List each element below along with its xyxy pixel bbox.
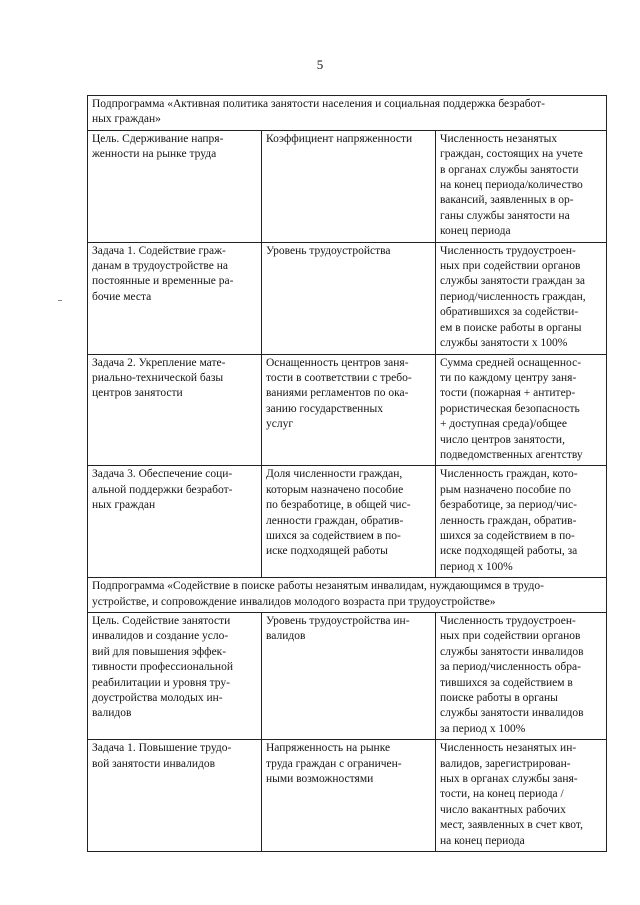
table-row xyxy=(88,466,607,578)
section-title-row xyxy=(88,96,607,131)
indicator-cell xyxy=(262,613,436,740)
cell-text-line: период/численность граждан, xyxy=(440,290,586,303)
cell-text-line: Цель. Сдерживание напря- xyxy=(92,132,224,145)
cell-text-line: обратившихся за содействи- xyxy=(440,306,579,319)
cell-text-line: подведомственных агентству xyxy=(440,448,583,461)
cell-text-line: Численность незанятых xyxy=(440,132,558,145)
cell-text-line: мест, заявленных в счет квот, xyxy=(440,819,583,832)
cell-text-line: иске подходящей работы, за xyxy=(440,545,578,558)
cell-text-line: ными возможностями xyxy=(266,773,374,786)
cell-text-line: ных в органах службы заня- xyxy=(440,773,578,786)
cell-text-line: службы занятости х 100% xyxy=(440,337,568,350)
cell-text-line: женности на рынке труда xyxy=(92,148,217,161)
cell-text-line: риально-технической базы xyxy=(92,371,224,384)
indicator-cell xyxy=(262,242,436,354)
cell-text-line: тости, на конец периода / xyxy=(440,788,564,801)
cell-text-line: валидов xyxy=(266,630,306,643)
cell-text-line: рористическая безопасность xyxy=(440,402,580,415)
table-row xyxy=(88,613,607,740)
cell-text-line: ваниями регламентов по ока- xyxy=(266,387,409,400)
cell-text-line: службы занятости инвалидов xyxy=(440,707,584,720)
cell-text-line: конец периода xyxy=(440,225,511,238)
cell-text-line: реабилитации и уровня тру- xyxy=(92,676,230,689)
cell-text-line: данам в трудоустройстве на xyxy=(92,260,229,273)
cell-text-line: ных при содействии органов xyxy=(440,630,581,643)
cell-text-line: иске подходящей работы xyxy=(266,545,388,558)
cell-text-line: центров занятости xyxy=(92,387,183,400)
goal-task-cell xyxy=(88,466,262,578)
cell-text-line: поиске работы в органы xyxy=(440,692,558,705)
cell-text-line: Задача 2. Укрепление мате- xyxy=(92,356,226,369)
goal-task-cell xyxy=(88,740,262,852)
cell-text-line: вакансий, заявленных в ор- xyxy=(440,194,574,207)
cell-text-line: альной поддержки безработ- xyxy=(92,483,233,496)
goal-task-cell xyxy=(88,242,262,354)
cell-text-line: вий для повышения эффек- xyxy=(92,645,227,658)
cell-text-line: на конец периода xyxy=(440,834,525,847)
cell-text-line: число вакантных рабочих xyxy=(440,803,566,816)
cell-text-line: по безработице, в общей чис- xyxy=(266,499,411,512)
page-number: 5 xyxy=(316,57,324,72)
cell-text-line: тости (пожарная + антитер- xyxy=(440,387,576,400)
cell-text-line: Оснащенность центров заня- xyxy=(266,356,409,369)
cell-text-line: Задача 1. Повышение трудо- xyxy=(92,742,232,755)
cell-text-line: занию государственных xyxy=(266,402,383,415)
subprogram-title xyxy=(88,578,607,613)
indicator-cell xyxy=(262,130,436,242)
cell-text-line: вой занятости инвалидов xyxy=(92,757,216,770)
cell-text-line: ленности граждан, обратив- xyxy=(266,514,404,527)
cell-text-line: Напряженность на рынке xyxy=(266,742,391,755)
cell-text-line: инвалидов и создание усло- xyxy=(92,630,229,643)
cell-text-line: ем в поиске работы в органы xyxy=(440,321,582,334)
cell-text-line: тости в соответствии с требо- xyxy=(266,371,412,384)
goal-task-cell xyxy=(88,613,262,740)
cell-text-line: валидов xyxy=(92,707,132,720)
cell-text-line: Коэффициент напряженности xyxy=(266,132,413,145)
cell-text-line: период х 100% xyxy=(440,560,513,573)
cell-text-line: тившихся за содействием в xyxy=(440,676,573,689)
subprogram-title-line: ных граждан» xyxy=(92,113,161,126)
cell-text-line: + доступная среда)/общее xyxy=(440,418,568,431)
goal-task-cell xyxy=(88,130,262,242)
table-row xyxy=(88,354,607,466)
cell-text-line: Цель. Содействие занятости xyxy=(92,615,231,627)
cell-text-line: Численность трудоустроен- xyxy=(440,615,576,627)
cell-text-line: услуг xyxy=(266,418,294,431)
cell-text-line: которым назначено пособие xyxy=(266,483,404,496)
cell-text-line: службы занятости инвалидов xyxy=(440,645,584,658)
formula-cell xyxy=(436,613,607,740)
cell-text-line: безработице, за период/чис- xyxy=(440,499,578,512)
goal-task-cell xyxy=(88,354,262,466)
cell-text-line: Численность трудоустроен- xyxy=(440,244,576,257)
cell-text-line: службы занятости граждан за xyxy=(440,275,585,288)
formula-cell xyxy=(436,242,607,354)
indicator-cell xyxy=(262,466,436,578)
section-title-row xyxy=(88,578,607,613)
subprogram-title-line: Подпрограмма «Активная политика занятости населения и социальная поддержка безработ- xyxy=(92,98,545,110)
formula-cell xyxy=(436,466,607,578)
formula-cell xyxy=(436,354,607,466)
cell-text-line: ганы службы занятости на xyxy=(440,209,570,222)
cell-text-line: Сумма средней оснащеннос- xyxy=(440,356,582,369)
cell-text-line: за период х 100% xyxy=(440,722,526,735)
table-row xyxy=(88,740,607,852)
margin-mark xyxy=(58,300,62,301)
cell-text-line: Уровень трудоустройства ин- xyxy=(266,615,410,627)
cell-text-line: валидов, зарегистрирован- xyxy=(440,757,571,770)
subprogram-title xyxy=(88,96,607,131)
cell-text-line: Численность граждан, кото- xyxy=(440,468,578,481)
cell-text-line: Задача 1. Содействие граж- xyxy=(92,244,226,257)
indicator-cell xyxy=(262,354,436,466)
cell-text-line: число центров занятости, xyxy=(440,433,565,446)
cell-text-line: на конец периода/количество xyxy=(440,179,583,192)
cell-text-line: за период/численность обра- xyxy=(440,661,581,674)
formula-cell xyxy=(436,740,607,852)
cell-text-line: ти по каждому центру заня- xyxy=(440,371,577,384)
cell-text-line: ленность граждан, обратив- xyxy=(440,514,577,527)
cell-text-line: рым назначено пособие по xyxy=(440,483,571,496)
cell-text-line: Доля численности граждан, xyxy=(266,468,403,481)
cell-text-line: постоянные и временные ра- xyxy=(92,275,234,288)
cell-text-line: граждан, состоящих на учете xyxy=(440,148,583,161)
table-row xyxy=(88,242,607,354)
cell-text-line: Уровень трудоустройства xyxy=(266,244,391,257)
cell-text-line: ных граждан xyxy=(92,499,156,512)
cell-text-line: Численность незанятых ин- xyxy=(440,742,577,755)
subprogram-title-line: Подпрограмма «Содействие в поиске работы незанятым инвалидам, нуждающимся в трудо- xyxy=(92,580,544,593)
cell-text-line: шихся за содействием в по- xyxy=(266,529,401,542)
cell-text-line: доустройства молодых ин- xyxy=(92,692,223,705)
cell-text-line: бочие места xyxy=(92,290,152,303)
cell-text-line: в органах службы занятости xyxy=(440,163,579,176)
table-row xyxy=(88,130,607,242)
cell-text-line: шихся за содействием в по- xyxy=(440,529,575,542)
cell-text-line: тивности профессиональной xyxy=(92,661,233,674)
cell-text-line: Задача 3. Обеспечение соци- xyxy=(92,468,233,481)
subprogram-title-line: устройстве, и сопровождение инвалидов молодого возраста при трудоустройстве» xyxy=(92,595,496,608)
cell-text-line: ных при содействии органов xyxy=(440,260,581,273)
formula-cell xyxy=(436,130,607,242)
cell-text-line: труда граждан с ограничен- xyxy=(266,757,402,770)
indicators-table xyxy=(87,95,607,852)
indicator-cell xyxy=(262,740,436,852)
